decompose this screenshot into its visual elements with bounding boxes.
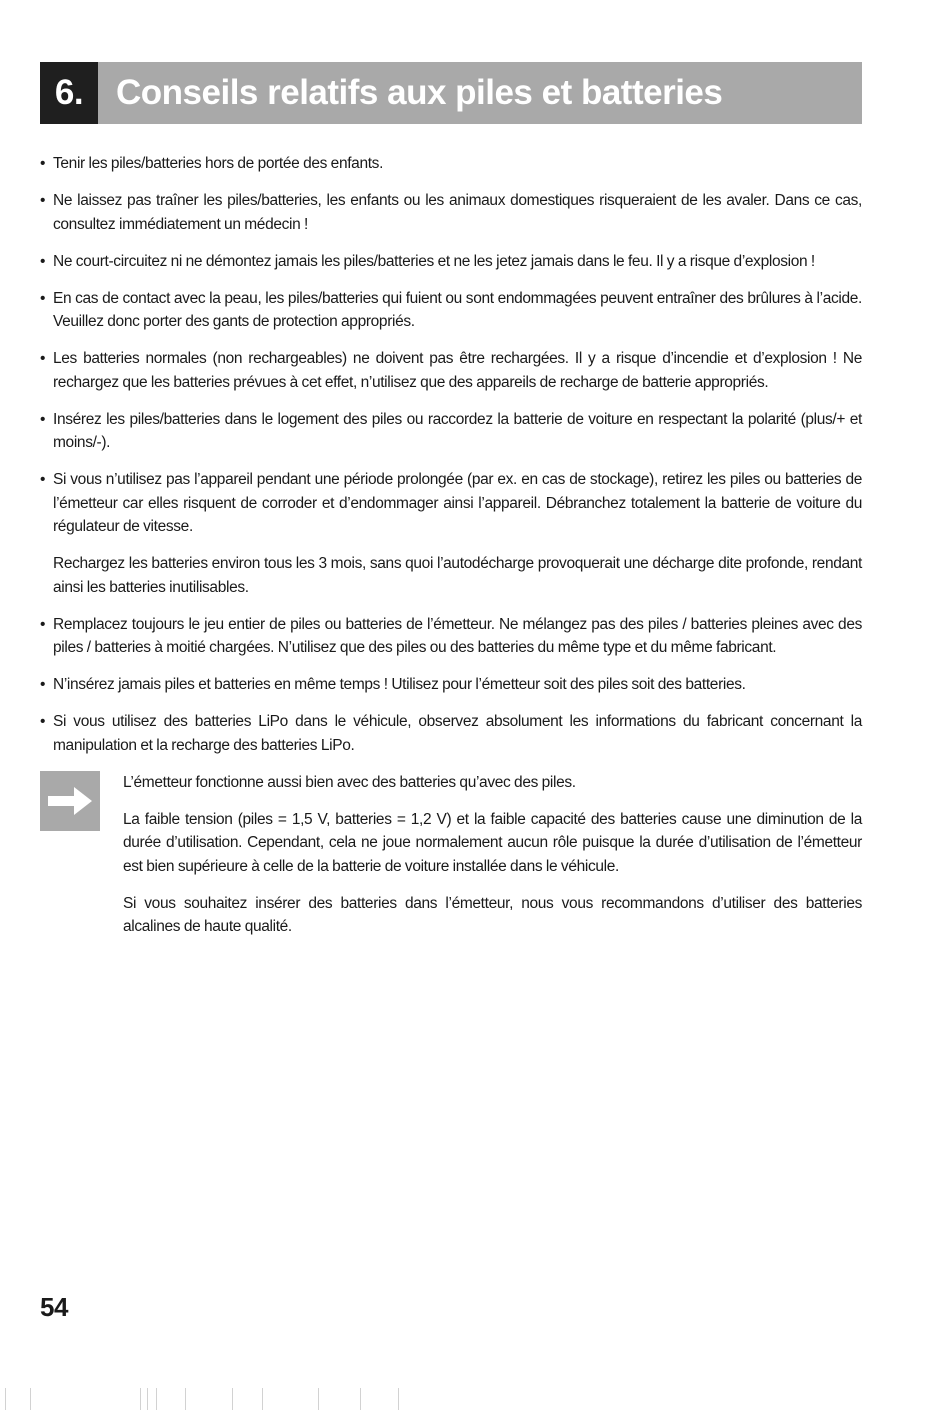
section-title: Conseils relatifs aux piles et batteries	[98, 62, 862, 124]
page-content	[40, 62, 862, 952]
bullet-item: • Tenir les piles/batteries hors de portée des enfants.	[40, 152, 862, 176]
note-text	[123, 771, 862, 939]
bullet-item: • Ne laissez pas traîner les piles/batteries, les enfants ou les animaux domestiques risqueraient de les avaler. Dans ce cas, consultez immédiatement un médecin !	[40, 189, 862, 236]
safety-bullet-list	[40, 152, 862, 539]
recharge-paragraph: Rechargez les batteries environ tous les 3 mois, sans quoi l’autodécharge provoquerait une décharge dite profonde, rendant ainsi les batteries inutilisables.	[53, 555, 862, 596]
bullet-item: • Insérez les piles/batteries dans le logement des piles ou raccordez la batterie de voiture en respectant la polarité (plus/+ et moins/-).	[40, 408, 862, 455]
bullet-item: • Ne court-circuitez ni ne démontez jamais les piles/batteries et ne les jetez jamais dans le feu. Il y a risque d’explosion !	[40, 250, 862, 274]
arrow-right-icon	[40, 771, 100, 831]
note-paragraph: L’émetteur fonctionne aussi bien avec des batteries qu’avec des piles.	[123, 773, 576, 791]
note-paragraph: La faible tension (piles = 1,5 V, batteries = 1,2 V) et la faible capacité des batteries cause une diminution de la durée d’utilisation. Cependant, cela ne joue normalement aucun rôle puisque la durée d’utilisation de l’émetteur est bien supérieure à celle de la batterie de voiture installée dans le véhicule.	[123, 810, 862, 875]
note-block	[40, 771, 862, 939]
bullet-item: • En cas de contact avec la peau, les piles/batteries qui fuient ou sont endommagées peuvent entraîner des brûlures à l’acide. Veuillez donc porter des gants de protection appropriés.	[40, 287, 862, 334]
section-body	[40, 152, 862, 939]
bullet-item: • Si vous utilisez des batteries LiPo dans le véhicule, observez absolument les informations du fabricant concernant la manipulation et la recharge des batteries LiPo.	[40, 710, 862, 757]
bullet-item: • Remplacez toujours le jeu entier de piles ou batteries de l’émetteur. Ne mélangez pas des piles / batteries pleines avec des piles / batteries à moitié chargées. N’utilisez que des piles ou des batteries du même type et du même fabricant.	[40, 613, 862, 660]
print-crop-marks	[0, 1388, 420, 1410]
note-paragraph: Si vous souhaitez insérer des batteries dans l’émetteur, nous vous recommandons d’utiliser des batteries alcalines de haute qualité.	[123, 894, 862, 935]
bullet-item: • Si vous n’utilisez pas l’appareil pendant une période prolongée (par ex. en cas de stockage), retirez les piles ou batteries de l’émetteur car elles risquent de corroder et d’endommager ainsi l’appareil. Débranchez totalement la batterie de voiture du régulateur de vitesse.	[40, 468, 862, 539]
section-number: 6.	[40, 62, 98, 124]
page-number: 54	[40, 1292, 68, 1322]
bullet-item: • N’insérez jamais piles et batteries en même temps ! Utilisez pour l’émetteur soit des piles soit des batteries.	[40, 673, 862, 697]
safety-bullet-list-2	[40, 613, 862, 758]
bullet-item: • Les batteries normales (non rechargeables) ne doivent pas être rechargées. Il y a risque d’incendie et d’explosion ! Ne rechargez que les batteries prévues à cet effet, n’utilisez que des appareils de recharge de batterie appropriés.	[40, 347, 862, 394]
section-header	[40, 62, 862, 124]
